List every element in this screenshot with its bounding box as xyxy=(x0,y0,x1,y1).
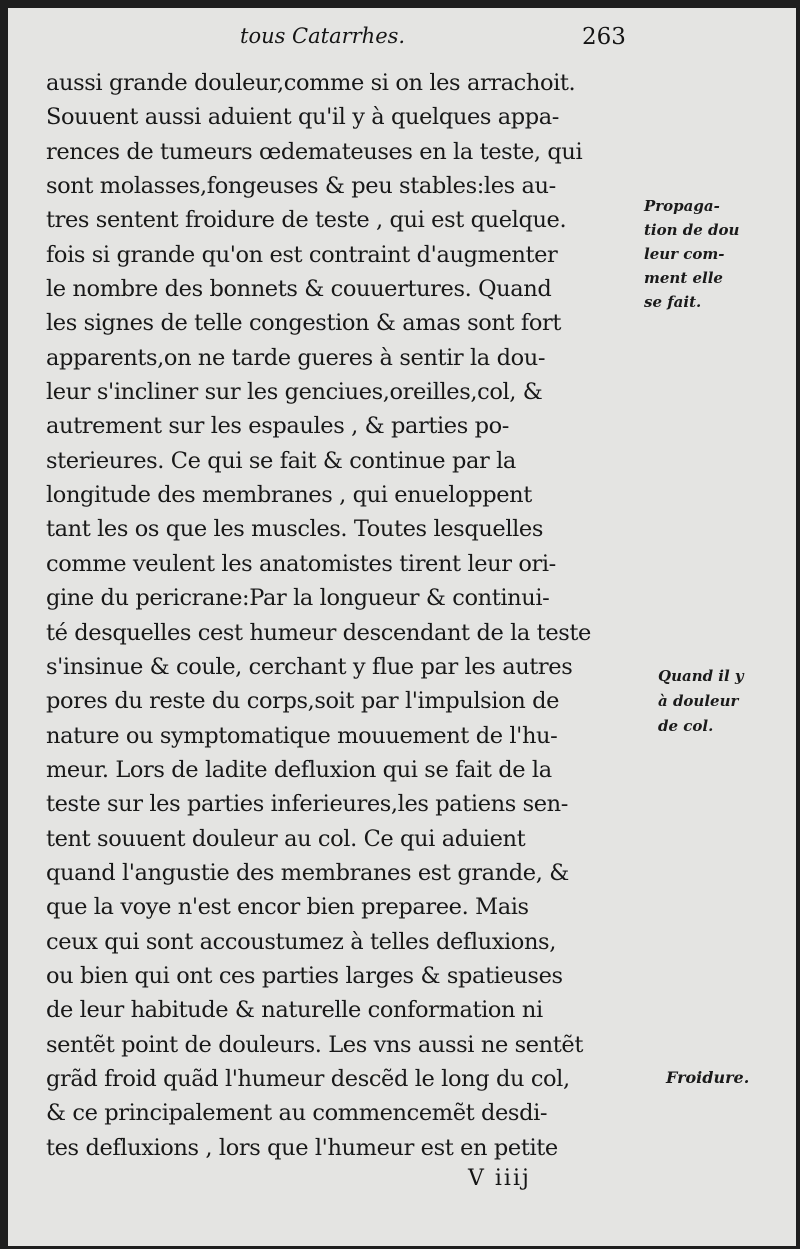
book-page xyxy=(8,8,796,1246)
text-line: fois si grande qu'on est contraint d'augmenter xyxy=(46,241,558,268)
text-line: le nombre des bonnets & couuertures. Quand xyxy=(46,276,552,303)
text-line: leur s'incliner sur les genciues,oreilles,col, & xyxy=(46,379,543,406)
text-line: comme veulent les anatomistes tirent leur ori- xyxy=(46,550,556,577)
marginal-line: se fait. xyxy=(644,293,702,311)
marginal-line: à douleur xyxy=(658,692,739,710)
text-line: tres sentent froidure de teste , qui est quelque. xyxy=(46,207,567,234)
marginal-line: ment elle xyxy=(644,269,723,287)
text-line: gine du pericrane:Par la longueur & continui- xyxy=(46,585,550,612)
running-title: tous Catarrhes. xyxy=(240,24,406,48)
text-line: de leur habitude & naturelle conformation ni xyxy=(46,997,543,1024)
text-line: ou bien qui ont ces parties larges & spatieuses xyxy=(46,962,563,989)
marginal-line: tion de dou xyxy=(644,221,740,239)
text-line: s'insinue & coule, cerchant y flue par les autres xyxy=(46,653,573,680)
text-line: quand l'angustie des membranes est grande, & xyxy=(46,859,569,886)
text-line: tant les os que les muscles. Toutes lesquelles xyxy=(46,516,543,543)
text-line: les signes de telle congestion & amas sont fort xyxy=(46,310,561,337)
text-line: teste sur les parties inferieures,les patiens sen- xyxy=(46,791,568,818)
text-line: sont molasses,fongeuses & peu stables:les au- xyxy=(46,173,556,200)
text-line: apparents,on ne tarde gueres à sentir la dou- xyxy=(46,344,546,371)
marginal-line: de col. xyxy=(658,717,714,735)
text-line: Souuent aussi aduient qu'il y à quelques appa- xyxy=(46,104,559,131)
text-line: grãd froid quãd l'humeur descẽd le long du col, xyxy=(46,1065,570,1092)
marginal-line: Propaga- xyxy=(644,197,720,215)
text-line: longitude des membranes , qui enueloppent xyxy=(46,482,532,509)
marginal-line: Quand il y xyxy=(658,667,744,685)
text-line: meur. Lors de ladite defluxion qui se fait de la xyxy=(46,756,552,783)
marginal-line: Froidure. xyxy=(666,1068,750,1087)
page-header xyxy=(8,24,796,54)
text-line: que la voye n'est encor bien preparee. Mais xyxy=(46,894,529,921)
text-line: tent souuent douleur au col. Ce qui aduient xyxy=(46,825,526,852)
text-line: pores du reste du corps,soit par l'impulsion de xyxy=(46,688,560,715)
text-line: nature ou symptomatique mouuement de l'hu- xyxy=(46,722,558,749)
text-line: tes defluxions , lors que l'humeur est en petite xyxy=(46,1134,558,1161)
marginal-note-froidure xyxy=(666,1066,749,1090)
text-line: té desquelles cest humeur descendant de la teste xyxy=(46,619,591,646)
page-number: 263 xyxy=(582,24,626,50)
marginal-note-propagation xyxy=(644,194,739,314)
text-line: autrement sur les espaules , & parties po- xyxy=(46,413,509,440)
signature-mark: V iiij xyxy=(468,1166,531,1191)
show-through-text xyxy=(736,780,792,940)
body-text xyxy=(46,66,654,1165)
text-line: sentẽt point de douleurs. Les vns aussi ne sentẽt xyxy=(46,1031,583,1058)
marginal-line: leur com- xyxy=(644,245,725,263)
text-line: sterieures. Ce qui se fait & continue par la xyxy=(46,447,516,474)
marginal-note-neck-pain xyxy=(658,664,744,739)
text-line: ceux qui sont accoustumez à telles defluxions, xyxy=(46,928,556,955)
text-line: rences de tumeurs œdemateuses en la teste, qui xyxy=(46,138,583,165)
text-line: & ce principalement au commencemẽt desdi- xyxy=(46,1100,548,1127)
text-line: aussi grande douleur,comme si on les arrachoit. xyxy=(46,70,576,96)
